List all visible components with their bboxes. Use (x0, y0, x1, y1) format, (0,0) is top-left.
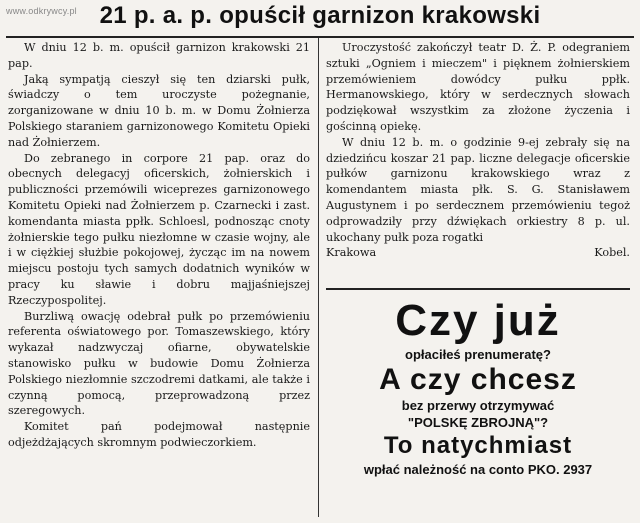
article-paragraph: Komitet pań podejmował następnie odjeżdżających skromnym podwieczorkiem. (8, 420, 310, 449)
ad-line-2: opłaciłeś prenumeratę? (405, 347, 551, 362)
author-signature: Kobel. (594, 246, 630, 260)
column-divider (318, 38, 319, 517)
advertisement (326, 296, 630, 478)
article-paragraph: Uroczystość zakończył teatr D. Ż. P. odegraniem sztuki „Ogniem i mieczem" i pięknem żołnierskiem przemówieniem dowódcy pułku ppłk. Hermanowskiego, który w serdecznych słowach podziękował wszystkim za złożone życzenia i gościnną opiekę. (326, 41, 630, 133)
ad-line-7: wpłać należność na conto PKO. 2937 (363, 462, 593, 477)
ad-line-3: A czy chcesz (379, 363, 577, 396)
article-paragraph: W dniu 12 b. m. o godzinie 9-ej zebrały się na dziedzińcu koszar 21 pap. liczne delegacje oficerskie pułków garnizonu krakowskiego wraz z komendantem miasta płk. S. G. Stanisławem Augustynem i po serdecznem przemówieniu tegoż odprowadziły przy dźwiękach orkiestry 8 p. ul. ukochany pułk poza rogatki (326, 135, 630, 244)
headline: 21 p. a. p. opuścił garnizon krakowski (99, 2, 541, 29)
article-paragraph: Do zebranego in corpore 21 pap. oraz do obecnych delegacyj oficerskich, żołnierskich i publiczności przemówili wiceprezes garnizonowego Komitetu Opieki nad Żołnierzem p. Czarnecki i zast. komendanta miasta ppłk. Schloesl, podnosząc cnoty żołnierskie tego pułku niezłomne w czasie wojny, ale i w ciężkiej służbie pokojowej, życząc im na nowem miejscu postoju tych samych dodatnich wyników w pracy ku sławie i dobru majjaśniejszej Rzeczypospolitej. (8, 151, 310, 307)
article-paragraph: W dniu 12 b. m. opuścił garnizon krakowski 21 pap. (8, 41, 310, 70)
ad-line-1: Czy już (395, 296, 561, 345)
ad-line-4: bez przerwy otrzymywać (401, 398, 555, 413)
article-left-column (8, 40, 310, 451)
article-paragraph: Jaką sympatją cieszył się ten dziarski pułk, świadczy o tem uroczyste pożegnanie, zorganizowane w dniu 10 b. m. w Domu Żołnierza Polskiego staraniem garnizonowego Komitetu Opieki nad Żołnierzem. (8, 72, 310, 149)
headline-rule (6, 36, 634, 38)
advertisement-rule (326, 288, 630, 290)
closing-word: Krakowa (326, 246, 377, 260)
ad-line-6: To natychmiast (383, 432, 573, 459)
ad-line-5: "POLSKĘ ZBROJNĄ"? (407, 415, 549, 430)
article-right-column (326, 40, 630, 261)
closing-line (326, 245, 630, 261)
article-paragraph: Burzliwą owację odebrał pułk po przemówieniu referenta oświatowego por. Tomaszewskiego, który wykazał nadzwyczaj ofiarne, obywatelskie stanowisko pułku w budowie Domu Żołnierza Polskiego niezłomnie szczodremi datkami, ale także i czynną pomocą, przeprowadzoną przez szeregowych. (8, 309, 310, 418)
watermark: www.odkrywcy.pl (6, 6, 77, 16)
